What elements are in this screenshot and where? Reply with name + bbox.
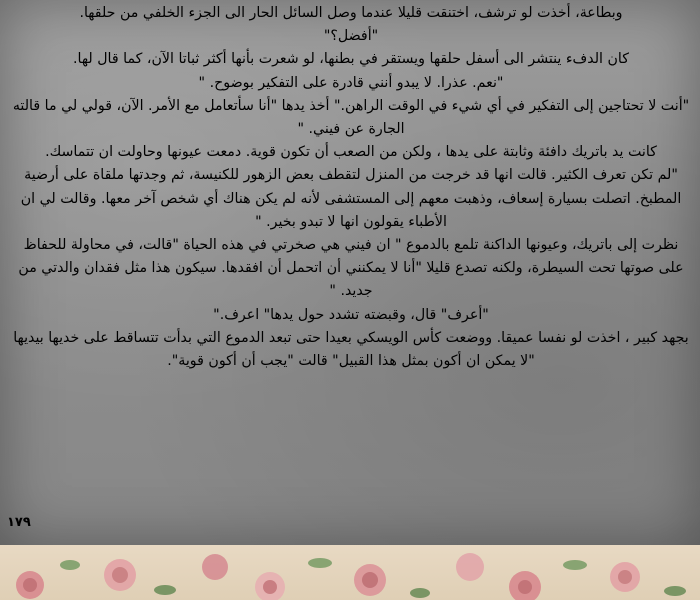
paragraph: وبطاعة، أخذت لو ترشف، اختنقت قليلا عندما وصل السائل الحار الى الجزء الخلفي من حلقها.: [79, 5, 623, 21]
paragraph: "أنت لا تحتاجين إلى التفكير في أي شيء في الوقت الراهن." أخذ يدها "أنا سأتعامل مع الأمر. الآن، قولي لي ما قالته الجارة عن فيني. ": [12, 97, 690, 138]
paragraph: "أعرف" قال، وقبضته تشدد حول يدها" اعرف.": [213, 306, 489, 323]
paragraph: كان الدفء ينتشر الى أسفل حلقها ويستقر في بطنها، لو شعرت بأنها أكثر ثباتا الآن، كما قال لها.: [73, 51, 629, 68]
paragraph: نظرت إلى باتريك، وعيونها الداكنة تلمع بالدموع " ان فيني هي صخرتي في هذه الحياة "قالت، في محاولة للحفاظ على صوتها تحت السيطرة، ولكنه تصدع قليلا "أنا لا يمكنني أن اتحمل أن افقدها. سيكون هذا مثل فقدان والدتي من جديد. ": [18, 237, 684, 300]
floral-pattern-icon: [0, 545, 700, 600]
paragraph: بجهد كبير ، اخذت لو نفسا عميقا. ووضعت كأس الويسكي بعيدا حتى تبعد الدموع التي بدأت تتساقط على خديها بيديها "لا يمكن ان أكون بمثل هذا القبيل" قالت "يجب أن أكون قوية".: [13, 329, 689, 370]
page-number: ١٧٩: [7, 515, 31, 530]
floral-border: [0, 545, 700, 600]
page-text: [12, 2, 690, 373]
paragraph: "لم تكن تعرف الكثير. قالت انها قد خرجت من المنزل لتقطف بعض الزهور للكنيسة، ثم وجدتها ملقاة على أرضية المطبخ. اتصلت بسيارة إسعاف، وذهبت معهم إلى المستشفى لأنه لم يكن هناك أي شخص آخر معها. وقالت لي ان الأطباء يقولون انها لا تبدو بخير. ": [20, 167, 682, 230]
paragraph: "أفضل؟": [323, 28, 379, 45]
paragraph: "نعم. عذرا. لا يبدو أنني قادرة على التفكير بوضوح. ": [198, 74, 504, 91]
paragraph: كانت يد باتريك دافئة وثابتة على يدها ، ولكن من الصعب أن تكون قوية. دمعت عيونها وحاولت ان تتماسك.: [45, 144, 657, 161]
